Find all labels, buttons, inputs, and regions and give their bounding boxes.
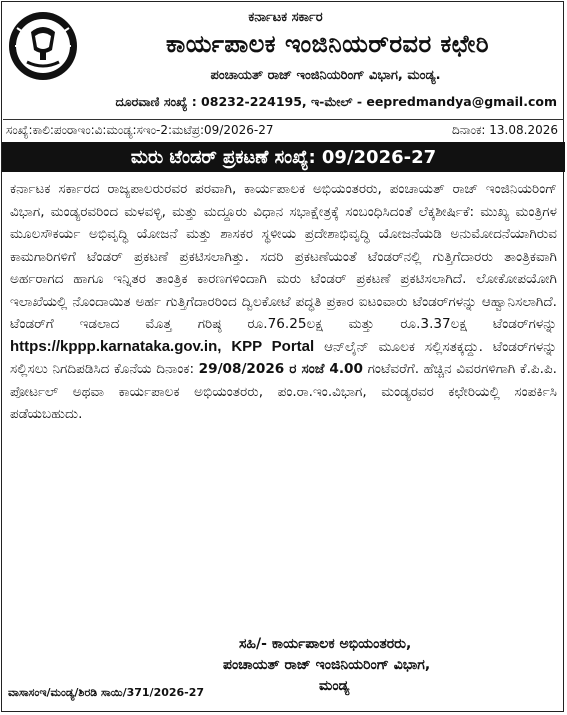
- reference-number: ಸಂಖ್ಯೆ:ಕಾಲಿ:ಪಂರಾಇಂ:ವಿ:ಮಂಡ್ಯ:ಸಇಂ-2:ಮಟೆಪ್ರ:09/2026-27: [6, 123, 274, 137]
- notice-date: ದಿನಾಂಕ: 13.08.2026: [452, 123, 558, 137]
- signature-line-1: ಸಹಿ/- ಕಾರ್ಯಪಾಲಕ ಅಭಿಯಂತರರು,: [239, 636, 412, 652]
- office-title: ಕಾರ್ಯಪಾಲಕ ಇಂಜಿನಿಯರ್‌ರವರ ಕಛೇರಿ: [165, 30, 490, 58]
- department-name: ಪಂಚಾಯತ್ ರಾಜ್ ಇಂಜಿನಿಯರಿಂಗ್ ವಿಭಾಗ, ಮಂಡ್ಯ.: [210, 68, 441, 83]
- dip-reference-number: ವಾಸಾಸಂಇ/ಮಂಡ್ಯ/ಶಿರಡಿ ಸಾಯಿ/371/2026-27: [8, 686, 205, 699]
- body-part-2: ಆನ್‌ಲೈನ್ ಮೂಲಕ ಸಲ್ಲಿಸತಕ್ಕದ್ದು. ಟೆಂಡರ್‌ಗಳನ್ನು ಸಲ್ಲಿಸಲು ನಿಗದಿಪಡಿಸಿದ ಕೊನೆಯ ದಿನಾಂಕ:: [10, 338, 558, 377]
- tender-portal-url[interactable]: https://kppp.karnataka.gov.in,: [10, 337, 222, 355]
- government-name: ಕರ್ನಾಟಕ ಸರ್ಕಾರ: [248, 10, 323, 25]
- submission-deadline: 29/08/2026 ರ ಸಂಜೆ 4.00: [198, 361, 363, 377]
- header: [2, 2, 565, 121]
- signature-line-2: ಪಂಚಾಯತ್ ರಾಜ್ ಇಂಜಿನಿಯರಿಂಗ್ ವಿಭಾಗ,: [223, 657, 431, 673]
- contact-details: ದೂರವಾಣಿ ಸಂಖ್ಯೆ : 08232-224195, ಇ-ಮೇಲ್ - eepredmandya@gmail.com: [115, 94, 557, 109]
- signature-block: [223, 634, 553, 697]
- reference-line: [3, 119, 564, 141]
- notice-body: [10, 178, 557, 426]
- portal-name: KPP Portal: [231, 337, 315, 355]
- signature-line-3: ಮಂಡ್ಯ: [319, 678, 350, 694]
- body-part-1: ಕರ್ನಾಟಕ ಸರ್ಕಾರದ ರಾಜ್ಯಪಾಲರುರವರ ಪರವಾಗಿ, ಕಾರ್ಯಪಾಲಕ ಅಭಿಯಂತರರು, ಪಂಚಾಯತ್ ರಾಜ್ ಇಂಜಿನಿಯರಿಂಗ್ ವಿಭಾಗ, ಮಂಡ್ಯರವರಿಂದ ಮಳವಳ್ಳಿ, ಮತ್ತು ಮದ್ದೂರು ವಿಧಾನ ಸಭಾಕ್ಷೇತ್ರಕ್ಕೆ ಸಂಬಂಧಿಸಿದಂತೆ ಲೆಕ್ಕಶೀರ್ಷಿಕೆ: ಮುಖ್ಯ ಮಂತ್ರಿಗಳ ಮೂಲಸೌಕರ್ಯ ಅಭಿವೃದ್ಧಿ ಯೋಜನೆ ಮತ್ತು ಶಾಸಕರ ಸ್ಥಳೀಯ ಪ್ರದೇಶಾಭಿವೃದ್ಧಿ ಯೋಜನೆಯಡಿ ಅನುಮೋದನೆಯಾಗಿರುವ ಕಾಮಗಾರಿಗಳಿಗೆ ಟೆಂಡರ್ ಪ್ರಕಟಣೆ ಪ್ರಕಟಿಸಲಾಗಿತ್ತು. ಸದರಿ ಪ್ರಕಟಣೆಯಂತೆ ಟೆಂಡರ್‌ನಲ್ಲಿ ಗುತ್ತಿಗೆದಾರರು ತಾಂತ್ರಿಕವಾಗಿ ಅರ್ಹರಾಗದ ಹಾಗೂ ಇನ್ನಿತರ ತಾಂತ್ರಿಕ ಕಾರಣಗಳಿಂದಾಗಿ ಮರು ಟೆಂಡರ್ ಪ್ರಕಟಣೆ ಪ್ರಕಟಿಸಲಾಗಿದೆ. ಲೋಕೋಪಯೋಗಿ ಇಲಾಖೆಯಲ್ಲಿ ನೊಂದಾಯಿತ ಅರ್ಹ ಗುತ್ತಿಗೆದಾರರಿಂದ ದ್ವಿಲಕೋಟೆ ಪದ್ಧತಿ ಪ್ರಕಾರ ಐಟಂವಾರು ಟೆಂಡರ್‌ಗಳನ್ನು ಆಹ್ವಾನಿಸಲಾಗಿದೆ. ಟೆಂಡರ್‌ಗೆ ಇಡಲಾದ ಮೊತ್ತ ಗರಿಷ್ಠ ರೂ.76.25ಲಕ್ಷ ಮತ್ತು ರೂ.3.37ಲಕ್ಷ ಟೆಂಡರ್‌ಗಳನ್ನು: [10, 181, 557, 332]
- body-part-3: ಗಂಟೆವರೆಗೆ. ಹೆಚ್ಚಿನ ವಿವರಗಳಿಗಾಗಿ ಕೆ.ಪಿ.ಪಿ. ಪೋರ್ಟಲ್ ಅಥವಾ ಕಾರ್ಯಪಾಲಕ ಅಭಿಯಂತರರು, ಪಂ.ರಾ.ಇಂ.ವಿಭಾಗ, ಮಂಡ್ಯರವರ ಕಛೇರಿಯಲ್ಲಿ ಸಂಪರ್ಕಿಸಿ ಪಡೆಯಬಹುದು.: [10, 361, 557, 422]
- notice-title: ಮರು ಟೆಂಡರ್ ಪ್ರಕಟಣೆ ಸಂಖ್ಯೆ: 09/2026-27: [2, 142, 565, 172]
